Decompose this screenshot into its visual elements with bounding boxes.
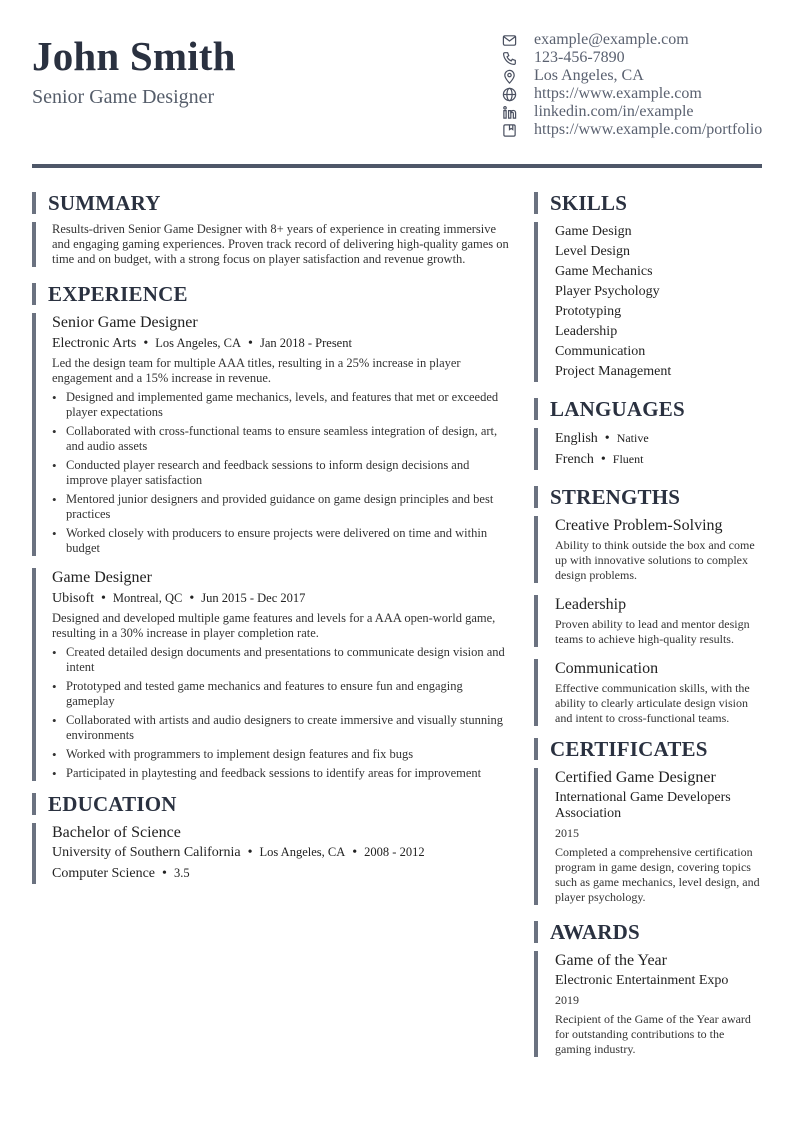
job-title: Senior Game Designer bbox=[52, 314, 198, 331]
education-field: Computer Science bbox=[52, 866, 156, 881]
summary-text: Results-driven Senior Game Designer with 8+ years of experience in creating immersive and engaging gaming experiences. Proven track record of delivering high-quality games on time and on budget, with a strong focus on player satisfaction and revenue growth. bbox=[52, 222, 509, 266]
job-bullet: • Conducted player research and feedback sessions to inform design decisions and improve player satisfaction bbox=[52, 458, 510, 488]
education-location: Los Angeles, CA bbox=[259, 845, 346, 859]
education-gpa: 3.5 bbox=[173, 866, 190, 880]
education-field-line: Computer Science • 3.5 bbox=[52, 866, 190, 881]
job-dates: Jan 2018 - Present bbox=[259, 336, 352, 350]
job-entry bbox=[32, 568, 510, 781]
candidate-title: Senior Game Designer bbox=[32, 86, 215, 108]
award-description: Recipient of the Game of the Year award for outstanding contributions to the gaming industry. bbox=[555, 1012, 751, 1056]
language-level: Native bbox=[616, 431, 649, 445]
language-item: French • Fluent bbox=[555, 452, 644, 467]
strength-item bbox=[534, 659, 762, 726]
skills-heading: SKILLS bbox=[534, 192, 762, 214]
contact-linkedin[interactable] bbox=[500, 103, 770, 121]
skill-item: Level Design bbox=[555, 244, 631, 259]
job-dates: Jun 2015 - Dec 2017 bbox=[201, 591, 306, 605]
certificate-year: 2015 bbox=[555, 826, 579, 840]
candidate-name: John Smith bbox=[32, 33, 236, 79]
contact-portfolio-text: https://www.example.com/portfolio bbox=[534, 121, 763, 138]
header-divider bbox=[32, 164, 762, 168]
contact-list bbox=[500, 31, 770, 139]
languages-section bbox=[534, 428, 762, 470]
job-location: Montreal, QC bbox=[112, 591, 183, 605]
education-dates: 2008 - 2012 bbox=[364, 845, 425, 859]
contact-website-text: https://www.example.com bbox=[534, 85, 702, 102]
awards-heading: AWARDS bbox=[534, 921, 762, 943]
contact-phone[interactable] bbox=[500, 49, 770, 67]
certificate-title: Certified Game Designer bbox=[555, 769, 716, 786]
contact-location bbox=[500, 67, 770, 85]
skill-item: Game Mechanics bbox=[555, 264, 653, 279]
job-bullet: • Collaborated with cross-functional teams to ensure seamless integration of design, art, and audio assets bbox=[52, 424, 510, 454]
contact-email-text: example@example.com bbox=[534, 31, 689, 48]
strength-title: Creative Problem-Solving bbox=[555, 517, 723, 534]
award-title: Game of the Year bbox=[555, 952, 667, 969]
left-column bbox=[32, 192, 510, 900]
certificate-description: Completed a comprehensive certification program in game design, covering topics such as game mechanics, level design, and player psychology. bbox=[555, 845, 760, 904]
skills-list bbox=[555, 222, 762, 382]
job-description: Led the design team for multiple AAA titles, resulting in a 25% increase in player engagement and a 15% increase in revenue. bbox=[52, 356, 461, 385]
job-location: Los Angeles, CA bbox=[155, 336, 242, 350]
strengths-heading: STRENGTHS bbox=[534, 486, 762, 508]
job-bullet: • Mentored junior designers and provided guidance on game design principles and best practices bbox=[52, 492, 510, 522]
languages-heading: LANGUAGES bbox=[534, 398, 762, 420]
job-bullet: • Participated in playtesting and feedback sessions to identify areas for improvement bbox=[52, 766, 510, 781]
portfolio-icon bbox=[500, 121, 518, 139]
job-bullet: • Collaborated with artists and audio designers to create immersive and visually stunning environments bbox=[52, 713, 510, 743]
resume-header bbox=[32, 30, 762, 150]
location-pin-icon bbox=[500, 67, 518, 85]
education-entry bbox=[32, 823, 510, 884]
strength-description: Proven ability to lead and mentor design teams to achieve high-quality results. bbox=[555, 617, 750, 646]
contact-linkedin-text: linkedin.com/in/example bbox=[534, 103, 694, 120]
job-bullet: • Worked with programmers to implement design features and fix bugs bbox=[52, 747, 510, 762]
contact-phone-text: 123-456-7890 bbox=[534, 49, 625, 66]
job-company: Ubisoft bbox=[52, 591, 94, 606]
education-heading: EDUCATION bbox=[32, 793, 510, 815]
contact-email[interactable] bbox=[500, 31, 770, 49]
education-school: University of Southern California bbox=[52, 845, 241, 860]
summary-section bbox=[32, 222, 510, 267]
contact-location-text: Los Angeles, CA bbox=[534, 67, 644, 84]
job-entry bbox=[32, 313, 510, 556]
phone-icon bbox=[500, 49, 518, 67]
skill-item: Game Design bbox=[555, 224, 632, 239]
strength-description: Ability to think outside the box and come up with innovative solutions to complex design problems. bbox=[555, 538, 755, 582]
award-org: Electronic Entertainment Expo bbox=[555, 973, 729, 988]
job-description: Designed and developed multiple game features and levels for a AAA open-world game, resulting in a 30% increase in player completion rate. bbox=[52, 611, 496, 640]
award-entry bbox=[534, 951, 762, 1057]
strength-item bbox=[534, 516, 762, 583]
job-meta: Electronic Arts • Los Angeles, CA • Jan 2018 - Present bbox=[52, 336, 352, 351]
education-degree: Bachelor of Science bbox=[52, 824, 181, 841]
skill-item: Prototyping bbox=[555, 304, 622, 319]
strength-title: Leadership bbox=[555, 596, 627, 613]
right-column bbox=[534, 192, 762, 1073]
job-bullet: • Designed and implemented game mechanics, levels, and features that met or exceeded player expectations bbox=[52, 390, 510, 420]
skills-section bbox=[534, 222, 762, 382]
globe-icon bbox=[500, 85, 518, 103]
education-meta: University of Southern California • Los Angeles, CA • 2008 - 2012 bbox=[52, 845, 425, 860]
skill-item: Player Psychology bbox=[555, 284, 660, 299]
job-bullet: • Prototyped and tested game mechanics and features to ensure fun and engaging gameplay bbox=[52, 679, 510, 709]
language-name: English bbox=[555, 431, 598, 446]
job-meta: Ubisoft • Montreal, QC • Jun 2015 - Dec 2017 bbox=[52, 591, 306, 606]
linkedin-icon bbox=[500, 103, 518, 121]
certificate-org: International Game Developers Association bbox=[555, 790, 731, 821]
language-name: French bbox=[555, 452, 594, 467]
strength-description: Effective communication skills, with the ability to clearly articulate design vision and intent to cross-functional teams. bbox=[555, 681, 750, 725]
experience-heading: EXPERIENCE bbox=[32, 283, 510, 305]
job-bullets bbox=[52, 390, 510, 556]
job-bullets bbox=[52, 645, 510, 781]
skill-item: Communication bbox=[555, 344, 646, 359]
award-year: 2019 bbox=[555, 993, 579, 1007]
envelope-icon bbox=[500, 31, 518, 49]
contact-portfolio[interactable] bbox=[500, 121, 770, 139]
contact-website[interactable] bbox=[500, 85, 770, 103]
skill-item: Project Management bbox=[555, 364, 672, 379]
job-bullet: • Worked closely with producers to ensure projects were delivered on time and within budget bbox=[52, 526, 510, 556]
job-bullet: • Created detailed design documents and presentations to communicate design vision and intent bbox=[52, 645, 510, 675]
skill-item: Leadership bbox=[555, 324, 618, 339]
summary-heading: SUMMARY bbox=[32, 192, 510, 214]
certificate-entry bbox=[534, 768, 762, 905]
certificates-heading: CERTIFICATES bbox=[534, 738, 762, 760]
strength-title: Communication bbox=[555, 660, 659, 677]
language-item: English • Native bbox=[555, 431, 649, 446]
strength-item bbox=[534, 595, 762, 647]
language-level: Fluent bbox=[612, 452, 644, 466]
job-company: Electronic Arts bbox=[52, 336, 137, 351]
job-title: Game Designer bbox=[52, 569, 152, 586]
